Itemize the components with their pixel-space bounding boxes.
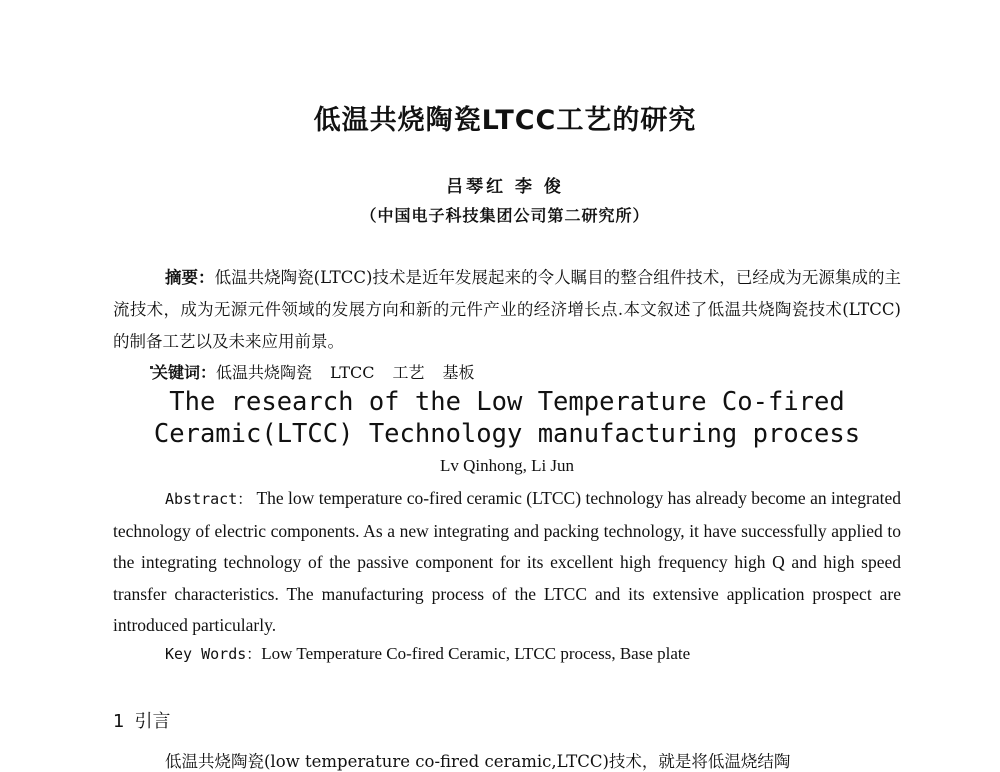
section-number: 1 bbox=[113, 711, 125, 732]
keyword-item: LTCC bbox=[330, 363, 375, 382]
abstract-chinese-label: 摘要： bbox=[165, 268, 215, 287]
keywords-chinese-label: 关键词： bbox=[152, 363, 217, 382]
keyword-item: 低温共烧陶瓷 bbox=[216, 363, 313, 382]
english-title-line-2: Ceramic(LTCC) Technology manufacturing process bbox=[153, 419, 861, 449]
keyword-item: 基板 bbox=[442, 363, 475, 382]
keywords-english-label: Key Words： bbox=[165, 645, 262, 663]
abstract-english-text: The low temperature co-fired ceramic (LTCC) technology has already become an integrated technology of electric components. As a new integrating and packing technology, it have successfully applied to the integrating technology of the passive component for its excellent high frequency high Q and high speed transfer characteristics. The manufacturing process of the LTCC and its extensive application prospect are introduced particularly. bbox=[113, 488, 901, 635]
keywords-english-text: Low Temperature Co-fired Ceramic, LTCC process, Base plate bbox=[261, 644, 691, 663]
english-title-line-1: The research of the Low Temperature Co-fired bbox=[169, 387, 845, 417]
author-affiliation: （中国电子科技集团公司第二研究所） bbox=[360, 206, 650, 225]
english-author-names: Lv Qinhong, Li Jun bbox=[439, 456, 575, 475]
paper-title: 低温共烧陶瓷LTCC工艺的研究 bbox=[313, 105, 697, 136]
abstract-chinese bbox=[113, 262, 901, 358]
keywords-english bbox=[165, 643, 690, 664]
abstract-english-label: Abstract： bbox=[165, 490, 253, 508]
section-title: 引言 bbox=[134, 711, 171, 732]
author-names: 吕琴红 李 俊 bbox=[446, 177, 564, 197]
section-heading bbox=[113, 707, 170, 733]
abstract-english bbox=[113, 483, 901, 642]
keywords-chinese bbox=[152, 360, 493, 383]
keyword-item: 工艺 bbox=[392, 363, 425, 382]
abstract-chinese-text: 低温共烧陶瓷(LTCC)技术是近年发展起来的令人瞩目的整合组件技术，已经成为无源集成的主流技术，成为无源元件领域的发展方向和新的元件产业的经济增长点.本文叙述了低温共烧陶瓷技术(LTCC)的制备工艺以及未来应用前景。 bbox=[113, 268, 901, 351]
body-paragraph-start: 低温共烧陶瓷(low temperature co-fired ceramic,LTCC)技术，就是将低温烧结陶 bbox=[165, 752, 791, 771]
